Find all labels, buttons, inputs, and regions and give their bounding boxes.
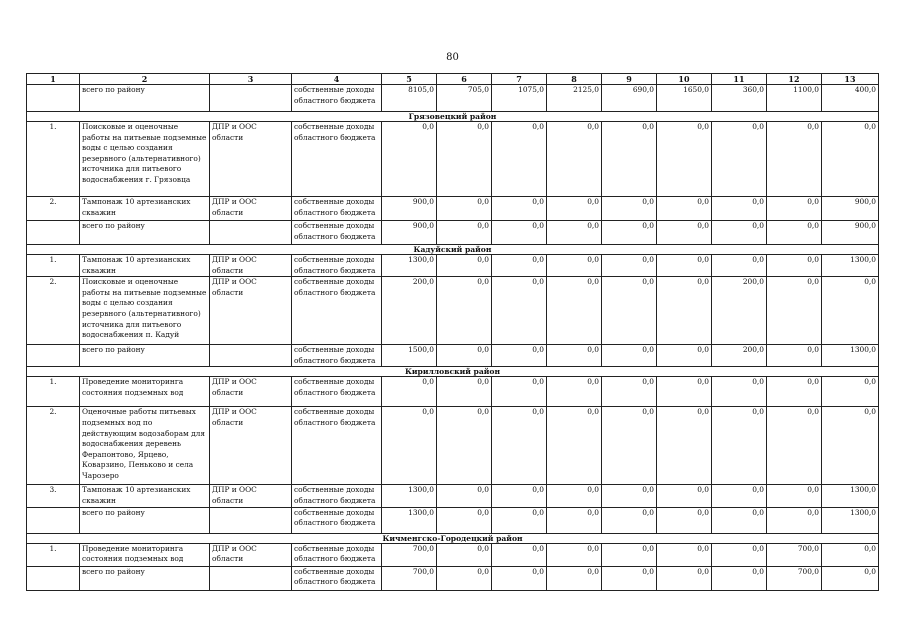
table-cell: собственные доходы областного бюджета: [292, 345, 382, 367]
table-cell: 0,0: [712, 566, 767, 590]
table-cell: 0,0: [822, 377, 879, 407]
table-cell: 900,0: [822, 197, 879, 221]
table-cell: 1075,0: [492, 85, 547, 112]
section-title: Кадуйский район: [27, 245, 879, 255]
table-cell: 0,0: [712, 485, 767, 507]
table-cell: 0,0: [547, 122, 602, 197]
table-cell: 3.: [27, 485, 80, 507]
table-row: [27, 122, 879, 197]
table-cell: 0,0: [657, 566, 712, 590]
table-cell: 0,0: [437, 255, 492, 277]
table-cell: Тампонаж 10 артезианских скважин: [80, 255, 210, 277]
table-cell: [27, 507, 80, 533]
table-cell: 0,0: [822, 407, 879, 485]
column-header-3: 3: [210, 74, 292, 85]
table-cell: 200,0: [382, 277, 437, 345]
table-cell: 2.: [27, 197, 80, 221]
table-cell: 0,0: [547, 345, 602, 367]
table-cell: 0,0: [712, 407, 767, 485]
table-cell: 900,0: [382, 197, 437, 221]
table-cell: [210, 85, 292, 112]
table-cell: 0,0: [437, 122, 492, 197]
column-header-4: 4: [292, 74, 382, 85]
table-cell: 0,0: [657, 122, 712, 197]
table-cell: 0,0: [657, 485, 712, 507]
table-cell: 0,0: [657, 543, 712, 566]
section-title: Кирилловский район: [27, 367, 879, 377]
table-cell: 1500,0: [382, 345, 437, 367]
section-header: [27, 533, 879, 543]
page-number: 80: [446, 52, 459, 63]
column-header-8: 8: [547, 74, 602, 85]
table-cell: 0,0: [492, 122, 547, 197]
column-header-1: 1: [27, 74, 80, 85]
table-cell: 0,0: [437, 345, 492, 367]
table-cell: 0,0: [767, 122, 822, 197]
table-cell: 0,0: [712, 255, 767, 277]
table-cell: 0,0: [382, 377, 437, 407]
table-cell: Тампонаж 10 артезианских скважин: [80, 197, 210, 221]
section-title: Грязовецкий район: [27, 112, 879, 122]
table-cell: 0,0: [767, 277, 822, 345]
column-header-9: 9: [602, 74, 657, 85]
table-cell: 0,0: [712, 377, 767, 407]
table-cell: 0,0: [547, 197, 602, 221]
table-cell: 0,0: [602, 345, 657, 367]
table-cell: ДПР и ООС области: [210, 255, 292, 277]
table-cell: 1.: [27, 255, 80, 277]
table-cell: 690,0: [602, 85, 657, 112]
table-row: [27, 277, 879, 345]
table-cell: 0,0: [437, 377, 492, 407]
table-cell: собственные доходы областного бюджета: [292, 543, 382, 566]
table-cell: 0,0: [492, 221, 547, 245]
table-cell: 900,0: [382, 221, 437, 245]
column-header-2: 2: [80, 74, 210, 85]
table-cell: 360,0: [712, 85, 767, 112]
table-cell: 700,0: [767, 566, 822, 590]
table-cell: 0,0: [657, 255, 712, 277]
table-cell: 0,0: [657, 197, 712, 221]
table-cell: 0,0: [437, 197, 492, 221]
table-cell: 0,0: [712, 507, 767, 533]
table-cell: 0,0: [657, 507, 712, 533]
table-cell: 0,0: [822, 543, 879, 566]
column-header-13: 13: [822, 74, 879, 85]
table-cell: 0,0: [657, 345, 712, 367]
table-cell: 1300,0: [822, 345, 879, 367]
table-cell: 900,0: [822, 221, 879, 245]
table-cell: 0,0: [767, 507, 822, 533]
table-cell: 0,0: [602, 407, 657, 485]
table-cell: 2.: [27, 277, 80, 345]
table-cell: 0,0: [492, 485, 547, 507]
table-cell: 0,0: [602, 566, 657, 590]
table-cell: 0,0: [492, 277, 547, 345]
table-row: [27, 345, 879, 367]
table-cell: собственные доходы областного бюджета: [292, 197, 382, 221]
table-cell: 0,0: [767, 377, 822, 407]
table-row: [27, 407, 879, 485]
table-cell: собственные доходы областного бюджета: [292, 85, 382, 112]
table-cell: 0,0: [712, 221, 767, 245]
table-cell: 0,0: [657, 221, 712, 245]
table-cell: 0,0: [492, 197, 547, 221]
table-cell: собственные доходы областного бюджета: [292, 507, 382, 533]
table-cell: собственные доходы областного бюджета: [292, 122, 382, 197]
table-cell: собственные доходы областного бюджета: [292, 277, 382, 345]
table-body: [27, 85, 879, 591]
table-cell: 0,0: [602, 507, 657, 533]
table-cell: 0,0: [382, 407, 437, 485]
table-cell: 0,0: [822, 566, 879, 590]
table-cell: всего по району: [80, 566, 210, 590]
table-cell: ДПР и ООС области: [210, 197, 292, 221]
table-cell: ДПР и ООС области: [210, 407, 292, 485]
table-cell: [27, 566, 80, 590]
table-cell: 0,0: [547, 507, 602, 533]
table-cell: 200,0: [712, 277, 767, 345]
table-cell: 0,0: [437, 277, 492, 345]
table-cell: 0,0: [547, 485, 602, 507]
table-cell: 0,0: [382, 122, 437, 197]
table-cell: [27, 221, 80, 245]
table-cell: 0,0: [822, 277, 879, 345]
table-cell: 0,0: [547, 566, 602, 590]
table-cell: 0,0: [492, 377, 547, 407]
table-cell: 1300,0: [822, 507, 879, 533]
section-title: Кичменгско-Городецкий район: [27, 533, 879, 543]
table-cell: 0,0: [602, 197, 657, 221]
table-cell: всего по району: [80, 345, 210, 367]
table-cell: собственные доходы областного бюджета: [292, 407, 382, 485]
table-cell: 0,0: [602, 122, 657, 197]
table-cell: 8105,0: [382, 85, 437, 112]
table-row: [27, 85, 879, 112]
table-cell: 1300,0: [382, 485, 437, 507]
table-cell: Проведение мониторинга состояния подземных вод: [80, 543, 210, 566]
table-cell: [210, 345, 292, 367]
table-row: [27, 507, 879, 533]
table-cell: собственные доходы областного бюджета: [292, 377, 382, 407]
table-cell: Поисковые и оценочные работы на питьевые подземные воды с целью создания резервного (альтернативного) источника для питьевого водоснабжения п. Кадуй: [80, 277, 210, 345]
section-header: [27, 112, 879, 122]
column-header-6: 6: [437, 74, 492, 85]
table-cell: 0,0: [492, 345, 547, 367]
column-header-5: 5: [382, 74, 437, 85]
table-cell: 0,0: [492, 543, 547, 566]
table-row: [27, 197, 879, 221]
table-row: [27, 377, 879, 407]
table-cell: 0,0: [602, 377, 657, 407]
table-cell: 400,0: [822, 85, 879, 112]
table-cell: [210, 566, 292, 590]
table-cell: Проведение мониторинга состояния подземных вод: [80, 377, 210, 407]
table-cell: 0,0: [492, 507, 547, 533]
table-cell: [27, 345, 80, 367]
table-cell: всего по району: [80, 221, 210, 245]
table-cell: 1300,0: [822, 255, 879, 277]
table-cell: 0,0: [767, 221, 822, 245]
table-cell: 0,0: [547, 277, 602, 345]
table-cell: собственные доходы областного бюджета: [292, 485, 382, 507]
table-cell: 0,0: [712, 197, 767, 221]
column-header-12: 12: [767, 74, 822, 85]
table-cell: собственные доходы областного бюджета: [292, 221, 382, 245]
table-cell: 700,0: [767, 543, 822, 566]
table-cell: 700,0: [382, 566, 437, 590]
table-cell: 0,0: [602, 543, 657, 566]
column-header-10: 10: [657, 74, 712, 85]
table-cell: 2.: [27, 407, 80, 485]
table-cell: Оценочные работы питьевых подземных вод по действующим водозаборам для водоснабжения деревень Ферапонтово, Ярцево, Коварзино, Пеньково и села Чарозеро: [80, 407, 210, 485]
table-cell: собственные доходы областного бюджета: [292, 255, 382, 277]
table-cell: 0,0: [822, 122, 879, 197]
table-cell: 0,0: [547, 255, 602, 277]
table-cell: 0,0: [437, 407, 492, 485]
table-cell: всего по району: [80, 507, 210, 533]
header-row: [27, 74, 879, 85]
table-cell: Поисковые и оценочные работы на питьевые подземные воды с целью создания резервного (альтернативного) источника для питьевого водоснабжения г. Грязовца: [80, 122, 210, 197]
table-cell: 0,0: [437, 485, 492, 507]
table-row: [27, 485, 879, 507]
table-cell: 0,0: [767, 485, 822, 507]
column-header-7: 7: [492, 74, 547, 85]
table-cell: Тампонаж 10 артезианских скважин: [80, 485, 210, 507]
table-cell: 1300,0: [382, 507, 437, 533]
table-cell: 200,0: [712, 345, 767, 367]
table-cell: 0,0: [547, 377, 602, 407]
table-cell: [27, 85, 80, 112]
table-cell: ДПР и ООС области: [210, 122, 292, 197]
table-cell: 0,0: [602, 221, 657, 245]
table-cell: 0,0: [767, 197, 822, 221]
table-row: [27, 566, 879, 590]
table-cell: 0,0: [492, 566, 547, 590]
table-cell: 1100,0: [767, 85, 822, 112]
table-cell: 1.: [27, 377, 80, 407]
table-cell: 0,0: [547, 221, 602, 245]
section-header: [27, 367, 879, 377]
table-cell: 1.: [27, 122, 80, 197]
table-cell: ДПР и ООС области: [210, 543, 292, 566]
table-cell: [210, 221, 292, 245]
table-cell: 0,0: [712, 122, 767, 197]
table-row: [27, 543, 879, 566]
table-row: [27, 255, 879, 277]
table-cell: 1650,0: [657, 85, 712, 112]
table-cell: 0,0: [492, 255, 547, 277]
budget-table: [26, 73, 879, 591]
table-cell: 2125,0: [547, 85, 602, 112]
table-cell: 0,0: [602, 255, 657, 277]
table-cell: 0,0: [767, 255, 822, 277]
table-row: [27, 221, 879, 245]
table-cell: 0,0: [767, 345, 822, 367]
table-cell: 700,0: [382, 543, 437, 566]
table-cell: 705,0: [437, 85, 492, 112]
table-cell: 1300,0: [822, 485, 879, 507]
table-cell: 0,0: [547, 407, 602, 485]
section-header: [27, 245, 879, 255]
table-cell: 0,0: [657, 377, 712, 407]
table-cell: 1.: [27, 543, 80, 566]
table-cell: ДПР и ООС области: [210, 277, 292, 345]
table-cell: 0,0: [437, 221, 492, 245]
table-cell: 0,0: [547, 543, 602, 566]
table-cell: 0,0: [657, 407, 712, 485]
table-cell: 0,0: [767, 407, 822, 485]
table-cell: 0,0: [492, 407, 547, 485]
table-cell: ДПР и ООС области: [210, 485, 292, 507]
table-cell: 0,0: [602, 485, 657, 507]
table-cell: 0,0: [712, 543, 767, 566]
table-cell: всего по району: [80, 85, 210, 112]
table-cell: 1300,0: [382, 255, 437, 277]
table-cell: 0,0: [602, 277, 657, 345]
table-cell: 0,0: [657, 277, 712, 345]
table-cell: ДПР и ООС области: [210, 377, 292, 407]
table-cell: 0,0: [437, 507, 492, 533]
table-cell: 0,0: [437, 566, 492, 590]
table-cell: [210, 507, 292, 533]
table-cell: собственные доходы областного бюджета: [292, 566, 382, 590]
column-header-11: 11: [712, 74, 767, 85]
table-cell: 0,0: [437, 543, 492, 566]
